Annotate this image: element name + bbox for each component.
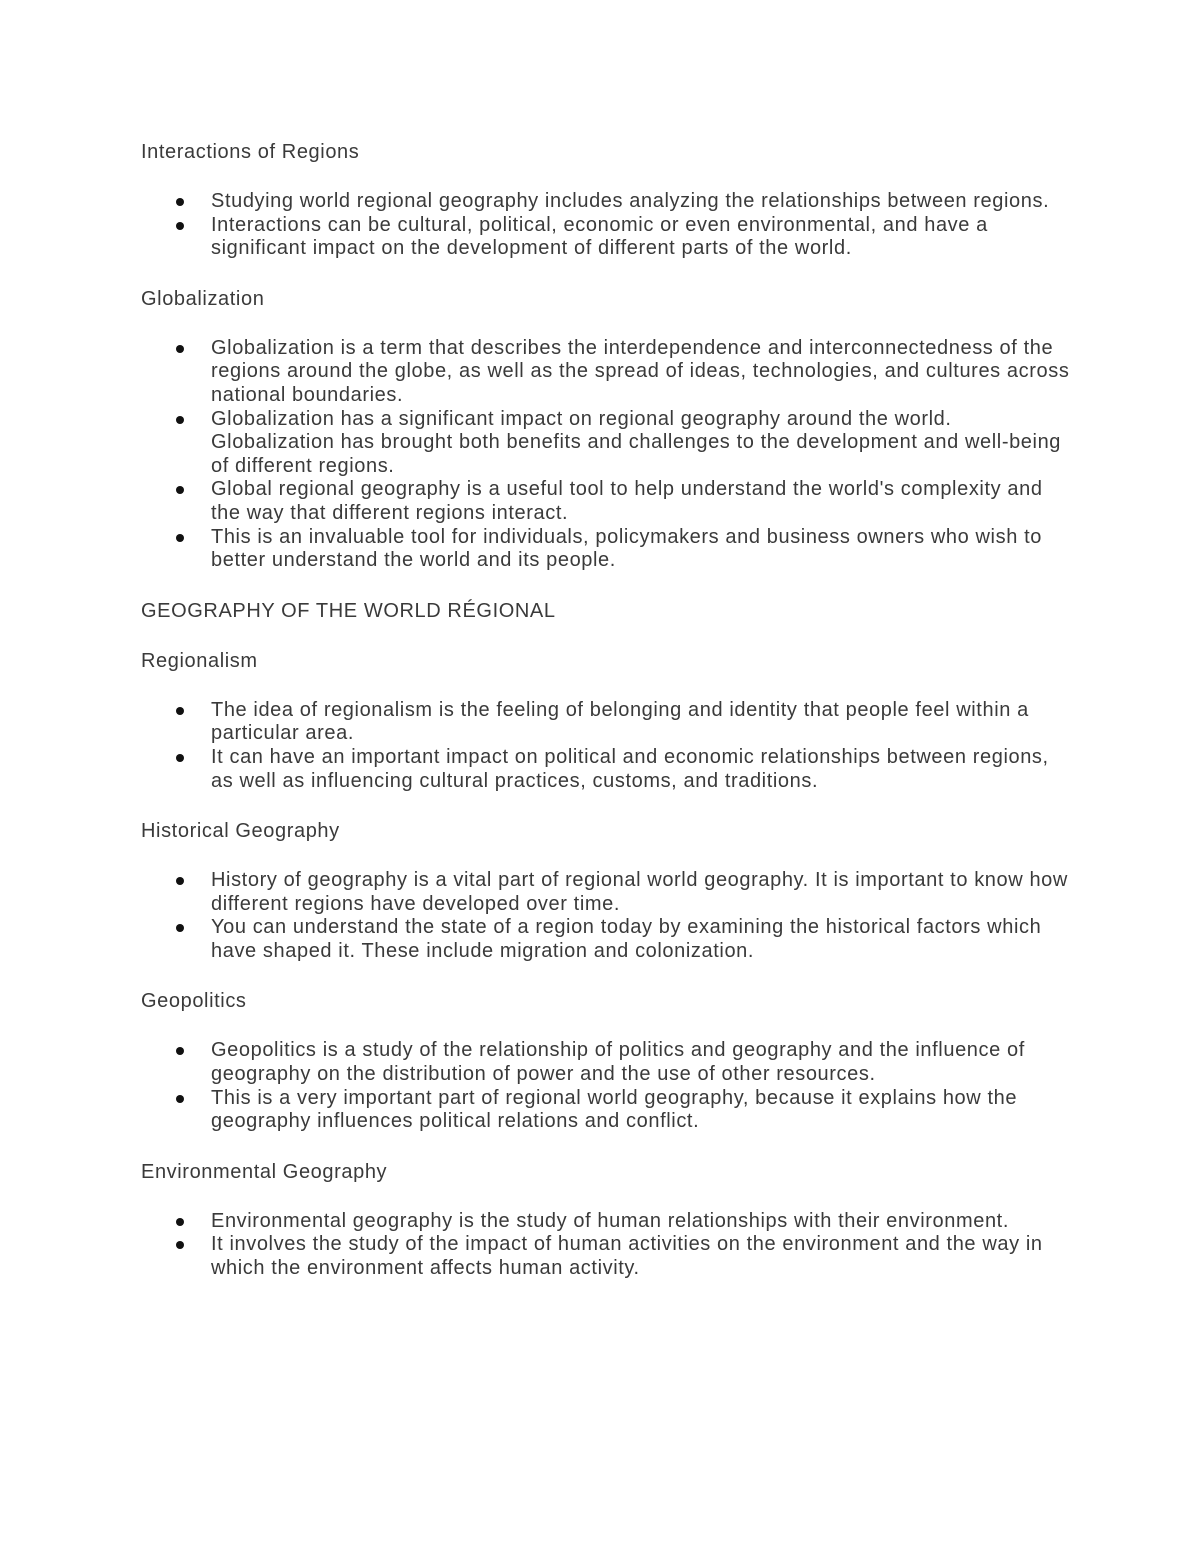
list-item (141, 1233, 1071, 1280)
list-item-text: It can have an important impact on political and economic relationships between regions, as well as influencing cultural practices, customs, and traditions. (211, 745, 1049, 792)
list-item (141, 699, 1071, 746)
section-heading: Geopolitics (141, 990, 247, 1013)
bullet-list (141, 869, 1071, 963)
list-item-text: Globalization is a term that describes the interdependence and interconnectedness of the regions around the globe, as well as the spread of ideas, technologies, and cultures across national boundaries. (211, 336, 1070, 406)
list-item-text: Studying world regional geography includes analyzing the relationships between regions. (211, 190, 1050, 212)
list-item-text: History of geography is a vital part of regional world geography. It is important to know how different regions have developed over time. (211, 869, 1068, 915)
bullet-list (141, 337, 1071, 573)
bullet-list (141, 1039, 1071, 1133)
list-item (141, 916, 1071, 963)
section-heading: GEOGRAPHY OF THE WORLD RÉGIONAL (141, 599, 556, 622)
list-item (141, 1087, 1071, 1134)
list-item-text: Interactions can be cultural, political, economic or even environmental, and have a significant impact on the development of different parts of the world. (211, 213, 988, 260)
bullet-icon (176, 198, 184, 206)
list-item-text: You can understand the state of a region today by examining the historical factors which have shaped it. These include migration and colonization. (211, 916, 1042, 962)
list-item (141, 337, 1071, 408)
list-item-text: Globalization has a significant impact on regional geography around the world. Globalization has brought both benefits and challenges to the development and well-being of different regions. (211, 407, 1062, 477)
section-globalization (141, 287, 1071, 573)
list-item (141, 478, 1071, 525)
bullet-icon (176, 534, 184, 542)
list-item-text: Environmental geography is the study of human relationships with their environment. (211, 1209, 1009, 1232)
list-item-text: The idea of regionalism is the feeling of belonging and identity that people feel within a particular area. (211, 698, 1029, 745)
bullet-list (141, 190, 1071, 261)
bullet-icon (176, 416, 184, 424)
list-item-text: Geopolitics is a study of the relationship of politics and geography and the influence of geography on the distribution of power and the use of other resources. (211, 1039, 1025, 1086)
section-heading: Interactions of Regions (141, 141, 360, 163)
bullet-icon (176, 924, 184, 932)
list-item-text: This is a very important part of regional world geography, because it explains how the geography influences political relations and conflict. (211, 1086, 1018, 1133)
list-item (141, 746, 1071, 793)
bullet-icon (176, 1241, 184, 1249)
list-item (141, 1039, 1071, 1086)
list-item (141, 526, 1071, 573)
bullet-icon (176, 486, 184, 494)
document-page (141, 140, 1071, 1307)
list-item (141, 214, 1071, 261)
section-heading: Globalization (141, 287, 265, 310)
list-item-text: It involves the study of the impact of human activities on the environment and the way in which the environment affects human activity. (211, 1233, 1043, 1280)
bullet-icon (176, 1047, 184, 1055)
section-historical-geography (141, 819, 1071, 963)
list-item-text: Global regional geography is a useful tool to help understand the world's complexity and the way that different regions interact. (211, 478, 1043, 524)
bullet-icon (176, 754, 184, 762)
section-geopolitics (141, 989, 1071, 1133)
bullet-list (141, 699, 1071, 793)
bullet-icon (176, 222, 184, 230)
list-item-text: This is an invaluable tool for individuals, policymakers and business owners who wish to better understand the world and its people. (211, 525, 1042, 572)
section-heading: Regionalism (141, 649, 258, 672)
list-item (141, 408, 1071, 479)
bullet-icon (176, 877, 184, 885)
section-environmental-geography (141, 1160, 1071, 1281)
list-item (141, 190, 1071, 214)
section-heading: Historical Geography (141, 820, 340, 843)
section-heading: Environmental Geography (141, 1160, 388, 1183)
section-regionalism (141, 649, 1071, 793)
section-interactions-of-regions (141, 140, 1071, 261)
bullet-icon (176, 1218, 184, 1226)
bullet-list (141, 1210, 1071, 1281)
bullet-icon (176, 345, 184, 353)
list-item (141, 869, 1071, 916)
bullet-icon (176, 1095, 184, 1103)
bullet-icon (176, 707, 184, 715)
list-item (141, 1210, 1071, 1234)
section-geography-of-the-world-regional (141, 599, 1071, 623)
